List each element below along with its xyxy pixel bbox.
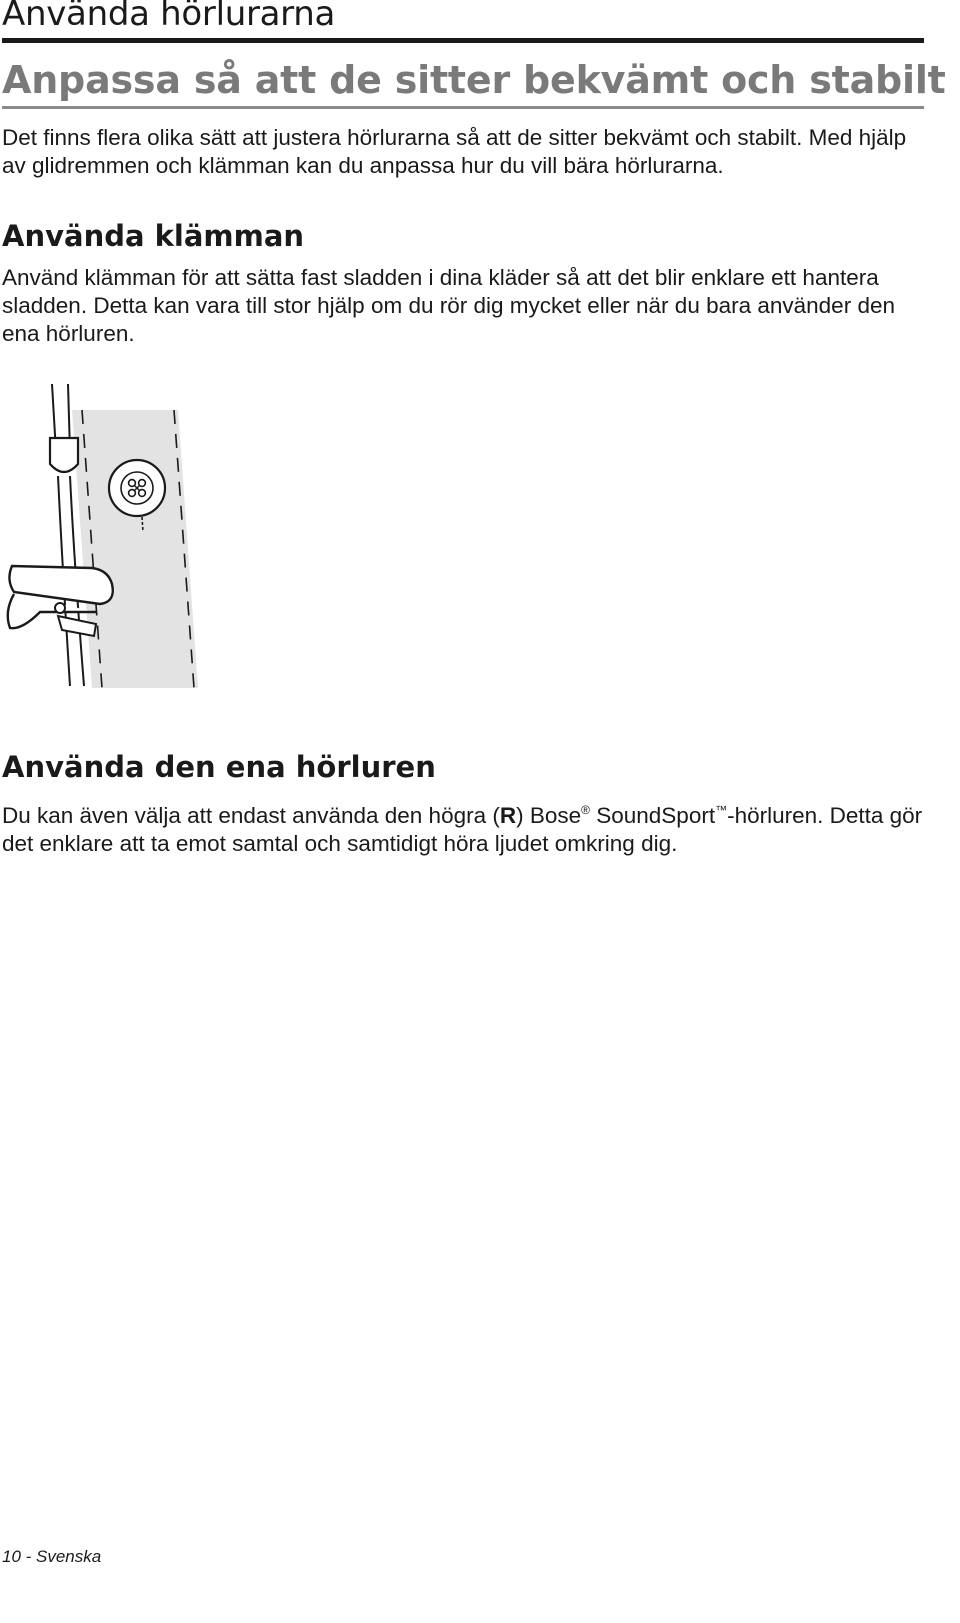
single-earbud-heading: Använda den ena hörluren [2,750,436,784]
clip-heading: Använda klämman [2,219,305,253]
chapter-divider [2,38,924,43]
cable-slider-icon [50,438,78,472]
single-text-product: SoundSport [589,803,716,828]
section-title: Anpassa så att de sitter bekvämt och stabilt [2,58,946,102]
intro-paragraph: Det finns flera olika sätt att justera hörlurarna så att de sitter bekvämt och stabilt. Med hjälp av glidremmen och klämman kan du anpassa hur du vill bära hörlurarna. [2,125,907,178]
page-footer: 10 - Svenska [2,1547,102,1566]
chapter-title: Använda hörlurarna [2,0,336,34]
trademark-mark: ™ [715,803,728,817]
single-text-start: Du kan även välja att endast använda den högra ( [2,803,500,828]
right-earbud-letter: R [499,803,517,828]
single-text-end: -hörluren. Detta gör det enklare att ta emot samtal och samtidigt höra ljudet omkring dig. [2,803,923,856]
cable-clip-illustration [0,380,210,692]
single-earbud-paragraph [2,796,942,858]
fabric-strip [72,410,198,688]
clip-hinge [55,603,65,613]
single-text-brand: ) Bose [516,803,582,828]
clip-paragraph: Använd klämman för att sätta fast sladden i dina kläder så att det blir enklare ett hantera sladden. Detta kan vara till stor hjälp om du rör dig mycket eller när du bara använder den ena hörluren. [2,265,895,346]
buttonhole-slit [142,517,143,532]
registered-mark: ® [581,803,590,817]
section-divider [2,106,924,109]
